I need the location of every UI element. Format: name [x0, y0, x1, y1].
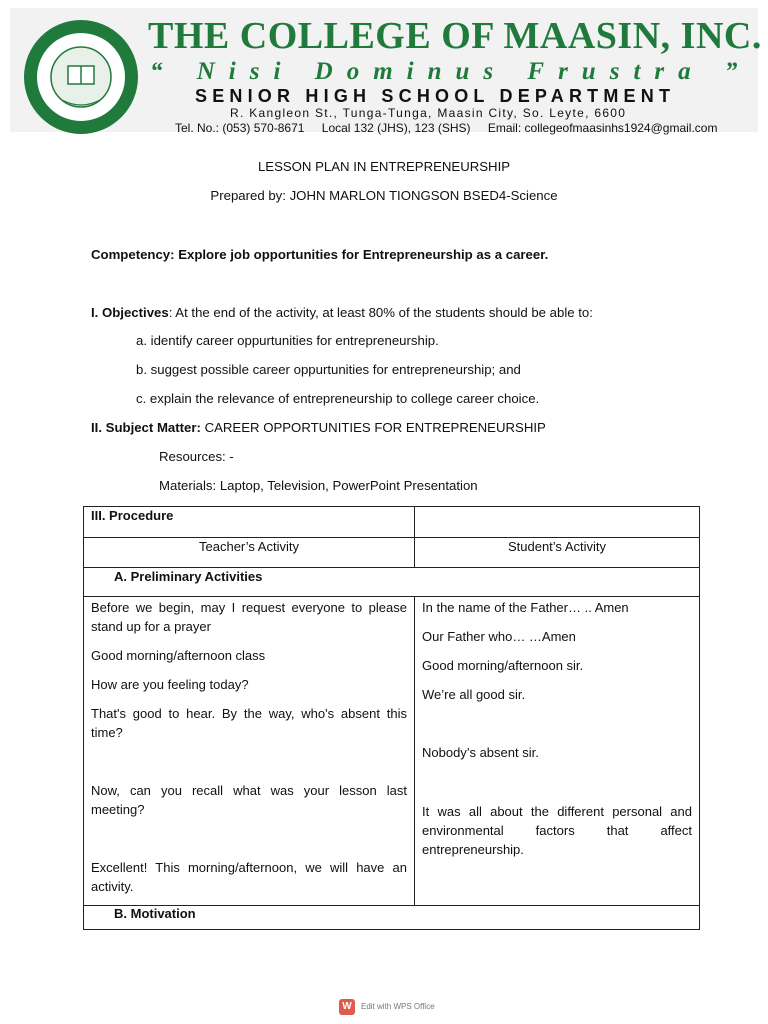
- section-motivation: B. Motivation: [84, 906, 700, 930]
- resources: Resources: -: [159, 449, 234, 464]
- table-row: [84, 597, 700, 906]
- objectives-intro: [91, 304, 593, 322]
- department-name: SENIOR HIGH SCHOOL DEPARTMENT: [195, 86, 676, 106]
- college-address: R. Kangleon St., Tunga-Tunga, Maasin City, So. Leyte, 6600: [230, 106, 627, 120]
- contact-line: [175, 121, 731, 135]
- local-numbers: Local 132 (JHS), 123 (SHS): [321, 121, 471, 135]
- teacher-activity-header: Teacher’s Activity: [84, 538, 415, 568]
- college-name: THE COLLEGE OF MAASIN, INC.: [148, 15, 762, 57]
- student-line: In the name of the Father… .. Amen: [422, 600, 629, 615]
- student-line: It was all about the different personal and environmental factors that affect entrepreneurship.: [422, 804, 692, 857]
- subject-label: II. Subject Matter:: [91, 420, 201, 435]
- student-line: We’re all good sir.: [422, 687, 526, 702]
- teacher-line: Excellent! This morning/afternoon, we will have an activity.: [91, 860, 407, 894]
- procedure-heading: III. Procedure: [84, 507, 415, 538]
- empty-cell: [415, 507, 700, 538]
- wps-watermark-text: Edit with WPS Office: [361, 1002, 435, 1012]
- teacher-activity-cell: [84, 597, 415, 906]
- letterhead: [10, 8, 762, 135]
- teacher-line: How are you feeling today?: [91, 677, 249, 692]
- student-activity-cell: [415, 597, 700, 906]
- student-line: Good morning/afternoon sir.: [422, 658, 584, 673]
- teacher-line: Good morning/afternoon class: [91, 648, 266, 663]
- telephone: Tel. No.: (053) 570-8671: [175, 121, 305, 135]
- prepared-by: Prepared by: JOHN MARLON TIONGSON BSED4-Science: [210, 188, 558, 203]
- teacher-line: That's good to hear. By the way, who's absent this time?: [91, 706, 407, 740]
- competency: Competency: Explore job opportunities for Entrepreneurship as a career.: [91, 247, 549, 262]
- wps-logo-icon: W: [339, 999, 355, 1015]
- teacher-line: Before we begin, may I request everyone to please stand up for a prayer: [91, 600, 407, 634]
- objective-item: b. suggest possible career oppurtunities for entrepreneurship; and: [136, 362, 521, 377]
- teacher-line: Now, can you recall what was your lesson last meeting?: [91, 783, 407, 817]
- materials: Materials: Laptop, Television, PowerPoint Presentation: [159, 478, 478, 493]
- college-motto: “ Nisi Dominus Frustra ”: [150, 58, 752, 85]
- table-row: [84, 507, 700, 538]
- subject-text: CAREER OPPORTUNITIES FOR ENTREPRENEURSHIP: [200, 420, 546, 435]
- objectives-text: : At the end of the activity, at least 80% of the students should be able to:: [168, 305, 593, 320]
- procedure-table: [83, 506, 700, 930]
- objectives-label: I. Objectives: [91, 305, 169, 320]
- student-activity-header: Student’s Activity: [415, 538, 700, 568]
- student-line: Nobody’s absent sir.: [422, 745, 539, 760]
- table-row: [84, 538, 700, 568]
- section-preliminary: A. Preliminary Activities: [84, 568, 700, 597]
- document-title: LESSON PLAN IN ENTREPRENEURSHIP: [257, 159, 511, 174]
- objective-item: c. explain the relevance of entrepreneurship to college career choice.: [136, 391, 540, 406]
- subject-matter: [91, 419, 546, 437]
- wps-watermark: [339, 999, 435, 1015]
- email: Email: collegeofmaasinhs1924@gmail.com: [487, 121, 718, 135]
- college-seal-icon: [22, 18, 140, 136]
- table-row: [84, 906, 700, 930]
- student-line: Our Father who… …Amen: [422, 629, 576, 644]
- objective-item: a. identify career oppurtunities for entrepreneurship.: [136, 333, 439, 348]
- table-row: [84, 568, 700, 597]
